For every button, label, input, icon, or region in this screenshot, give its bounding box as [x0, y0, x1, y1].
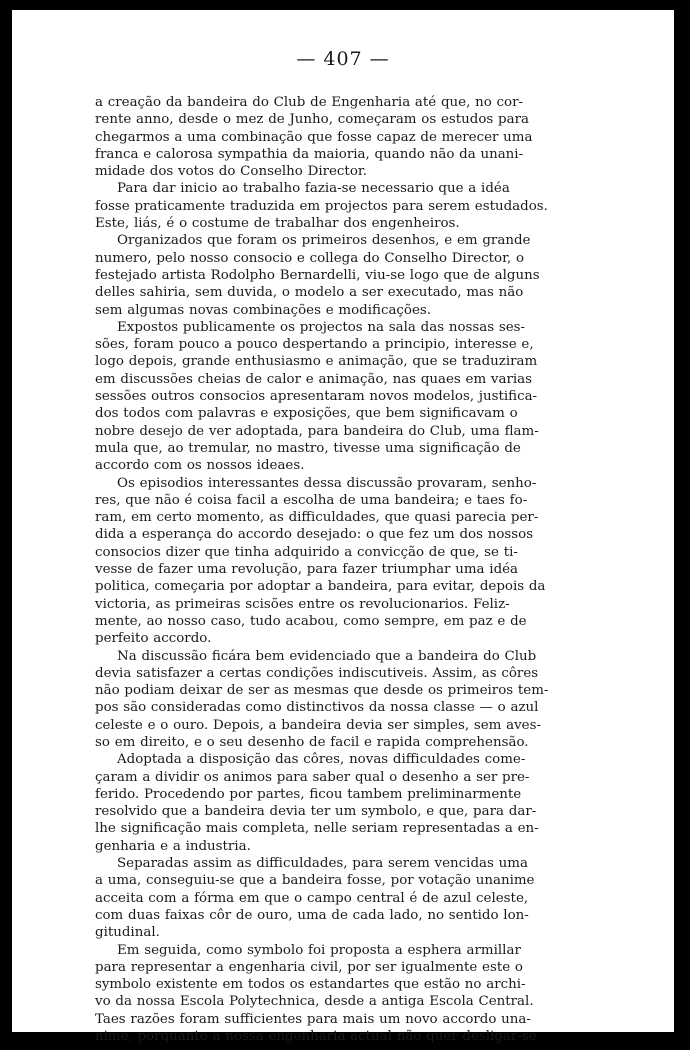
text-line: sões, foram pouco a pouco despertando a principio, interesse e,: [95, 337, 534, 353]
paragraph: [95, 648, 599, 752]
text-line: delles sahiria, sem duvida, o modelo a ser executado, mas não: [95, 285, 524, 301]
text-line: midade dos votos do Conselho Director.: [95, 164, 368, 180]
paragraph: [95, 942, 599, 1046]
text-line: pos são consideradas como distinctivos da nossa classe — o azul: [95, 700, 539, 716]
text-line: Adoptada a disposição das côres, novas difficuldades come-: [117, 752, 526, 768]
text-line: fosse praticamente traduzida em projectos para serem estudados.: [95, 198, 548, 214]
text-line: Este, liás, é o costume de trabalhar dos engenheiros.: [95, 216, 460, 232]
text-line: perfeito accordo.: [95, 631, 212, 647]
text-line: não podiam deixar de ser as mesmas que desde os primeiros tem-: [95, 683, 549, 699]
paragraph: [95, 94, 599, 180]
text-line: politica, começaria por adoptar a bandeira, para evitar, depois da: [95, 579, 546, 595]
text-line: Os episodios interessantes dessa discussão provaram, senho-: [117, 475, 537, 491]
text-line: mente, ao nosso caso, tudo acabou, como sempre, em paz e de: [95, 613, 527, 629]
paragraph: [95, 475, 599, 648]
text-line: Taes razões foram sufficientes para mais um novo accordo una-: [95, 1011, 531, 1027]
text-line: nime, porquanto a nossa engenharia actual não quer desligar-se: [95, 1029, 537, 1045]
text-line: victoria, as primeiras scisões entre os revolucionarios. Feliz-: [95, 596, 510, 612]
text-line: a uma, conseguiu-se que a bandeira fosse, por votação unanime: [95, 873, 535, 889]
text-line: para representar a engenharia civil, por ser igualmente este o: [95, 959, 523, 975]
text-line: çaram a dividir os animos para saber qual o desenho a ser pre-: [95, 769, 530, 785]
paragraph: [95, 319, 599, 475]
text-line: nobre desejo de ver adoptada, para bandeira do Club, uma flam-: [95, 423, 539, 439]
text-line: Em seguida, como symbolo foi proposta a esphera armillar: [117, 942, 521, 958]
paragraph: [95, 855, 599, 941]
text-line: em discussões cheias de calor e animação, nas quaes em varias: [95, 371, 533, 387]
paragraph: [95, 751, 599, 855]
paragraph: [95, 180, 599, 232]
text-line: Para dar inicio ao trabalho fazia-se necessario que a idéa: [117, 181, 510, 197]
text-line: devia satisfazer a certas condições indiscutiveis. Assim, as côres: [95, 665, 539, 681]
text-line: lhe significação mais completa, nelle seriam representadas a en-: [95, 821, 539, 837]
body-text: [95, 94, 599, 1045]
text-line: Organizados que foram os primeiros desenhos, e em grande: [117, 233, 531, 249]
paragraph: [95, 232, 599, 318]
book-page: [12, 10, 674, 1045]
text-line: rente anno, desde o mez de Junho, começaram os estudos para: [95, 112, 529, 128]
text-line: sessões outros consocios apresentaram novos modelos, justifica-: [95, 389, 538, 405]
text-line: logo depois, grande enthusiasmo e animação, que se traduziram: [95, 354, 538, 370]
text-line: numero, pelo nosso consocio e collega do Conselho Director, o: [95, 250, 525, 266]
text-line: mula que, ao tremular, no mastro, tivesse uma significação de: [95, 440, 521, 456]
text-line: sem algumas novas combinações e modificações.: [95, 302, 432, 318]
text-line: dida a esperança do accordo desejado: o que fez um dos nossos: [95, 527, 534, 543]
text-line: Na discussão ficára bem evidenciado que a bandeira do Club: [117, 648, 537, 664]
text-line: res, que não é coisa facil a escolha de uma bandeira; e taes fo-: [95, 492, 528, 508]
text-line: a creação da bandeira do Club de Engenharia até que, no cor-: [95, 95, 524, 110]
text-line: Expostos publicamente os projectos na sala das nossas ses-: [117, 319, 526, 335]
text-line: ferido. Procedendo por partes, ficou tambem preliminarmente: [95, 786, 522, 802]
text-line: Separadas assim as difficuldades, para serem vencidas uma: [117, 856, 528, 872]
text-line: celeste e o ouro. Depois, a bandeira devia ser simples, sem aves-: [95, 717, 541, 733]
text-line: dos todos com palavras e exposições, que bem significavam o: [95, 406, 518, 422]
text-line: so em direito, e o seu desenho de facil e rapida comprehensão.: [95, 734, 529, 750]
text-line: acceita com a fórma em que o campo central é de azul celeste,: [95, 890, 529, 906]
text-line: franca e calorosa sympathia da maioria, quando não da unani-: [95, 146, 524, 162]
text-line: ram, em certo momento, as difficuldades, que quasi parecia per-: [95, 510, 539, 526]
text-line: com duas faixas côr de ouro, uma de cada lado, no sentido lon-: [95, 907, 529, 923]
page-number: — 407 —: [296, 48, 390, 70]
text-line: accordo com os nossos ideaes.: [95, 458, 305, 474]
text-line: gitudinal.: [95, 925, 160, 941]
text-line: vo da nossa Escola Polytechnica, desde a antiga Escola Central.: [95, 994, 534, 1010]
text-line: vesse de fazer uma revolução, para fazer triumphar uma idéa: [95, 562, 519, 578]
text-line: symbolo existente em todos os estandartes que estão no archi-: [95, 977, 526, 993]
text-line: genharia e a industria.: [95, 838, 251, 854]
text-line: chegarmos a uma combinação que fosse capaz de merecer uma: [95, 129, 533, 145]
text-line: festejado artista Rodolpho Bernardelli, viu-se logo que de alguns: [95, 267, 540, 283]
text-line: consocios dizer que tinha adquirido a convicção de que, se ti-: [95, 544, 518, 560]
text-line: resolvido que a bandeira devia ter um symbolo, e que, para dar-: [95, 804, 537, 820]
